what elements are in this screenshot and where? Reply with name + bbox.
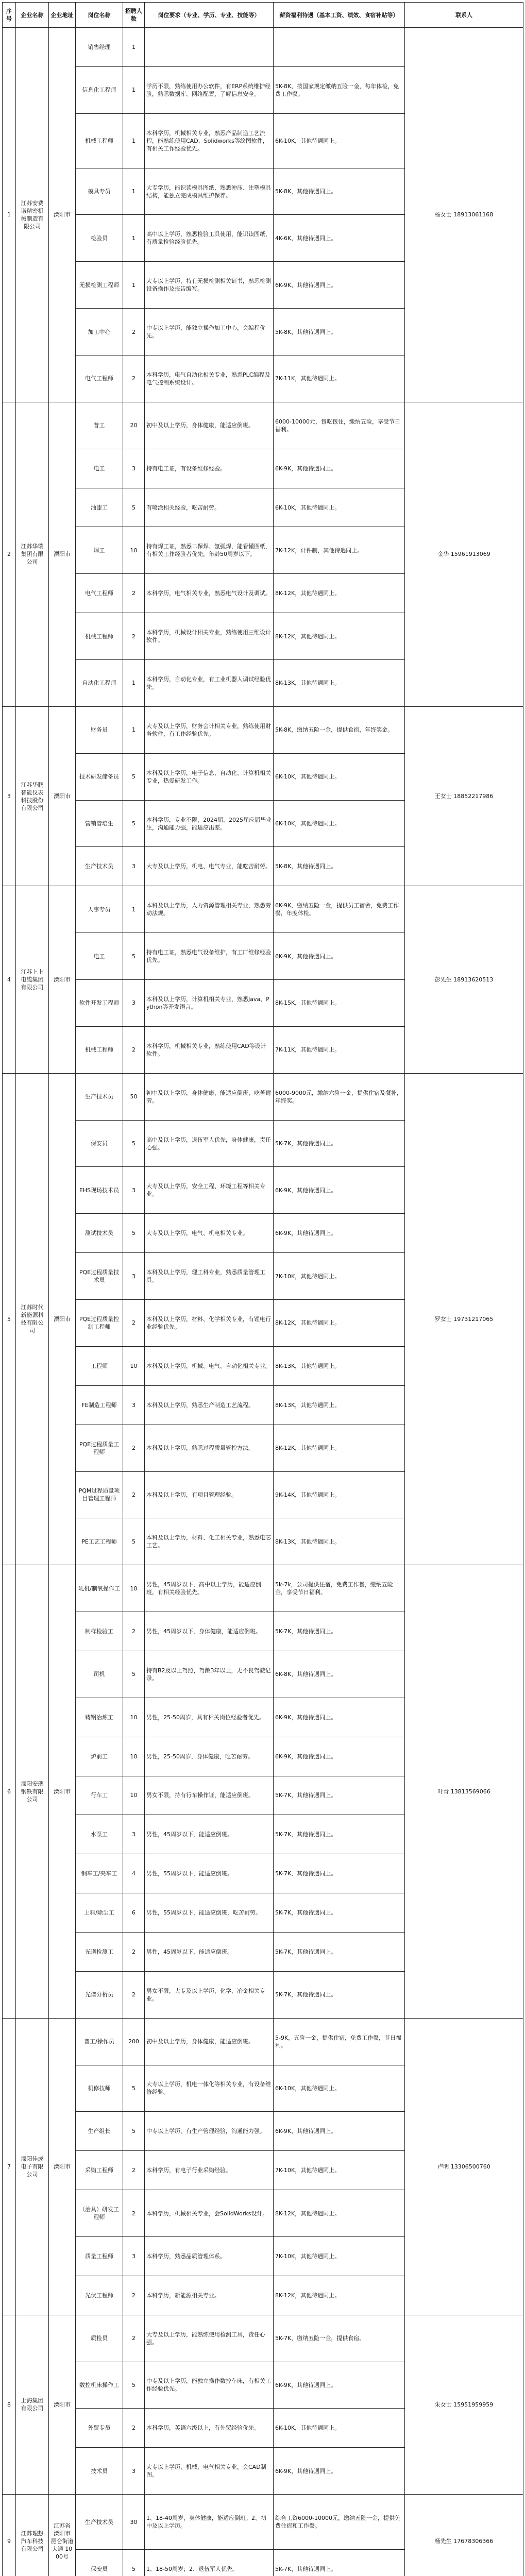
- job-title: 机械工程师: [76, 1026, 123, 1073]
- job-requirements: 男女不限，持有行车操作证，能适应倒班。: [145, 1776, 274, 1815]
- job-requirements: 高中以上学历，熟悉检验工具使用，能识读图纸，有质量检验经验优先。: [145, 215, 274, 262]
- job-count: 2: [123, 309, 145, 355]
- job-count: 5: [123, 753, 145, 800]
- job-requirements: 大专以上学历，机械、电气相关专业，会CAD制图。: [145, 2448, 274, 2495]
- job-pay: 6K-9K，其他待遇同上。: [274, 1698, 405, 1737]
- job-requirements: 中专及以上学历，能独立操作数控车床，有相关工作经验优先。: [145, 2362, 274, 2409]
- job-title: 营销管培生: [76, 800, 123, 847]
- job-requirements: 持有电工证，有设备维修经验。: [145, 449, 274, 488]
- table-row: [3, 2495, 523, 2550]
- job-requirements: 学历不限，熟练使用办公软件，有ERP系统维护经验，熟悉数据库、网络配置，了解信息安全。: [145, 66, 274, 113]
- job-pay: 6000-9000元，缴纳六险一金，提供住宿及餐补，年终奖。: [274, 1073, 405, 1120]
- job-count: 2: [123, 613, 145, 660]
- job-pay: 6K-9K，缴纳五险一金，提供员工宿舍，免费工作餐，年度体检。: [274, 886, 405, 933]
- job-requirements: 男性，55周岁以下，能适应倒班，吃苦耐劳。: [145, 1893, 274, 1933]
- job-count: 2: [123, 1971, 145, 2018]
- job-title: PE工艺工程师: [76, 1518, 123, 1565]
- job-requirements: 男性，25-50周岁，具有相关岗位经验者优先。: [145, 1698, 274, 1737]
- job-title: 信息化工程师: [76, 66, 123, 113]
- company-contact: 朱女士 15951959959: [405, 2315, 523, 2494]
- job-title: 人事专员: [76, 886, 123, 933]
- company-seq: 3: [3, 706, 16, 886]
- job-title: 普工: [76, 402, 123, 449]
- job-count: 2: [123, 2409, 145, 2448]
- job-requirements: 大专学历，能识读模具图纸，熟悉冲压、注塑模具结构，能独立完成模具维护保养。: [145, 168, 274, 215]
- job-pay: 6K-8K，其他待遇同上。: [274, 1651, 405, 1698]
- job-title: 销售经理: [76, 28, 123, 67]
- job-pay: 6K-9K，其他待遇同上。: [274, 1214, 405, 1253]
- job-count: 1: [123, 262, 145, 309]
- job-count: 2: [123, 1471, 145, 1518]
- table-body: [3, 28, 523, 2576]
- job-title: 电工: [76, 933, 123, 980]
- job-pay: 5K-8K，其他待遇同上。: [274, 847, 405, 886]
- job-title: 财务员: [76, 706, 123, 753]
- job-title: 软件开发工程师: [76, 980, 123, 1027]
- company-seq: 2: [3, 402, 16, 706]
- job-count: 2: [123, 2151, 145, 2190]
- header-requirements: 岗位要求（专业、学历、专业、技能等）: [145, 3, 274, 28]
- job-pay: 6K-10K，其他待遇同上。: [274, 113, 405, 168]
- job-count: 2: [123, 2315, 145, 2362]
- job-requirements: 本科及以上学历，有项目管理经验。: [145, 1471, 274, 1518]
- job-pay: 4K-6K，其他待遇同上。: [274, 215, 405, 262]
- job-requirements: 持有焊工证，熟悉二保焊、氩弧焊，能看懂图纸，有相关工作经验者优先，年龄50周岁以下。: [145, 527, 274, 574]
- job-title: 生产组长: [76, 2112, 123, 2151]
- job-count: 1: [123, 706, 145, 753]
- job-requirements: 本科及以上学历，机械、电气、自动化相关专业。: [145, 1346, 274, 1385]
- job-pay: 7K-11K，其他待遇同上。: [274, 1026, 405, 1073]
- job-title: 无损检测工程师: [76, 262, 123, 309]
- company-seq: 4: [3, 886, 16, 1073]
- company-address: 江苏省 溧阳市 昆仑街道 大通 1000号: [49, 2495, 76, 2576]
- job-count: 3: [123, 1167, 145, 1214]
- job-requirements: 大专及以上学历，电气、机电相关专业。: [145, 1214, 274, 1253]
- job-title: 质量工程师: [76, 2236, 123, 2276]
- job-count: 3: [123, 847, 145, 886]
- job-pay: 8K-12K，其他待遇同上。: [274, 613, 405, 660]
- job-requirements: 本科及以上学历，熟悉生产制造工艺流程。: [145, 1385, 274, 1425]
- job-pay: 7K-11K，其他待遇同上。: [274, 355, 405, 402]
- job-requirements: 本科学历，专业不限，2024届、2025届应届毕业生，沟通能力强，能适应出差。: [145, 800, 274, 847]
- job-title: 炉前工: [76, 1737, 123, 1776]
- job-pay: 6K-10K，其他待遇同上。: [274, 2065, 405, 2112]
- job-count: 2: [123, 1612, 145, 1651]
- job-title: PQM过程质量项目管理工程师: [76, 1471, 123, 1518]
- job-requirements: 大专以上学历，机电一体化等相关专业，有设备维修经验。: [145, 2065, 274, 2112]
- job-requirements: 本科及以上学历，人力资源管理相关专业，熟悉劳动法规。: [145, 886, 274, 933]
- job-pay: 6000-10000元，包吃包住，缴纳五险，享受节日福利。: [274, 402, 405, 449]
- table-row: [3, 28, 523, 67]
- job-pay: 6K-10K，其他待遇同上。: [274, 753, 405, 800]
- job-title: 机械工程师: [76, 613, 123, 660]
- job-pay: 5K-7K，其他待遇同上。: [274, 1120, 405, 1167]
- job-count: 2: [123, 355, 145, 402]
- job-title: 光伏工程师: [76, 2276, 123, 2315]
- job-pay: 6K-9K，其他待遇同上。: [274, 2362, 405, 2409]
- job-title: 行车工: [76, 1776, 123, 1815]
- job-requirements: 大专及以上学历，财务会计相关专业，熟练使用财务软件，有工作经验优先。: [145, 706, 274, 753]
- company-seq: 1: [3, 28, 16, 402]
- company-name: 上海集团 有限公司: [16, 2315, 49, 2494]
- job-requirements: 本科学历，新能源相关专业。: [145, 2276, 274, 2315]
- job-pay: 5K-7K，其他待遇同上。: [274, 1815, 405, 1854]
- job-count: 1: [123, 886, 145, 933]
- job-count: 3: [123, 1385, 145, 1425]
- job-title: 机械工程师: [76, 113, 123, 168]
- job-requirements: 中专以上学历，有生产管理经验，沟通能力强。: [145, 2112, 274, 2151]
- job-count: 10: [123, 1776, 145, 1815]
- job-pay: 7K-10K，其他待遇同上。: [274, 1253, 405, 1300]
- job-requirements: 本科学历，机械相关专业，熟悉产品制造工艺流程，能熟练使用CAD、Solidworks等绘图软件，有相关工作经验优先。: [145, 113, 274, 168]
- job-pay: 6K-9K，其他待遇同上。: [274, 2112, 405, 2151]
- company-name: 溧阳佳成 电子有限 公司: [16, 2018, 49, 2315]
- job-count: 10: [123, 1737, 145, 1776]
- job-title: 技术研发储备员: [76, 753, 123, 800]
- job-pay: 8K-13K，其他待遇同上。: [274, 1385, 405, 1425]
- job-requirements: 大专及以上学历，安全工程、环境工程等相关专业。: [145, 1167, 274, 1214]
- job-title: 电气工程师: [76, 355, 123, 402]
- job-requirements: 初中及以上学历，身体健康，能适应倒班。: [145, 402, 274, 449]
- job-count: 30: [123, 2495, 145, 2550]
- company-contact: 杨女士 18913061168: [405, 28, 523, 402]
- job-count: 3: [123, 2448, 145, 2495]
- job-title: 焊工: [76, 527, 123, 574]
- job-pay: 5K-7K，缴纳五险一金，提供食宿。: [274, 2315, 405, 2362]
- job-title: 工程师: [76, 1346, 123, 1385]
- job-pay: 5K-7K，其他待遇同上。: [274, 1971, 405, 2018]
- job-title: 测试技术员: [76, 1214, 123, 1253]
- job-pay: 7K-10K，其他待遇同上。: [274, 2151, 405, 2190]
- company-seq: 6: [3, 1565, 16, 2018]
- company-address: 溧阳市: [49, 402, 76, 706]
- job-requirements: 持有B2及以上驾照，驾龄3年以上，无不良驾驶记录。: [145, 1651, 274, 1698]
- job-title: 技术员: [76, 2448, 123, 2495]
- job-pay: 8K-15K，其他待遇同上。: [274, 980, 405, 1027]
- company-contact: 卢明 13306500760: [405, 2018, 523, 2315]
- job-pay: 5K-7K，其他待遇同上。: [274, 1854, 405, 1893]
- company-contact: 叶青 13813569066: [405, 1565, 523, 2018]
- job-title: 保安员: [76, 1120, 123, 1167]
- job-requirements: 初中及以上学历，身体健康，能适应倒班，吃苦耐劳。: [145, 1073, 274, 1120]
- job-title: 模具专员: [76, 168, 123, 215]
- job-requirements: 大专及以上学历，机电、电气专业，能吃苦耐劳。: [145, 847, 274, 886]
- job-title: 制样检验工: [76, 1612, 123, 1651]
- header-pay: 薪资福利待遇（基本工资、绩效、食宿补贴等）: [274, 3, 405, 28]
- job-title: 生产技术员: [76, 1073, 123, 1120]
- job-count: 6: [123, 1893, 145, 1933]
- job-requirements: 本科学历，自动化专业，有工业机器人调试经验优先。: [145, 660, 274, 707]
- job-count: 3: [123, 1253, 145, 1300]
- header-seq: 序号: [3, 3, 16, 28]
- job-requirements: [145, 28, 274, 67]
- table-row: [3, 2315, 523, 2362]
- job-pay: 5K-8K，缴纳五险一金，提供食宿，年终奖金。: [274, 706, 405, 753]
- job-requirements: 持有电工证，熟悉电气设备维护，有工厂维修经验优先。: [145, 933, 274, 980]
- job-count: 5: [123, 1214, 145, 1253]
- header-address: 企业地址: [49, 3, 76, 28]
- job-count: 10: [123, 1565, 145, 1612]
- job-title: 外贸专员: [76, 2409, 123, 2448]
- job-title: （治具）研发工程师: [76, 2190, 123, 2237]
- job-requirements: 男性，45周岁以下，能适应倒班。: [145, 1815, 274, 1854]
- company-name: 江苏安费 诺精密机 械制造有 限公司: [16, 28, 49, 402]
- job-title: 采购工程师: [76, 2151, 123, 2190]
- job-pay: 6K-9K，其他待遇同上。: [274, 2448, 405, 2495]
- job-count: 200: [123, 2018, 145, 2065]
- table-row: [3, 706, 523, 753]
- job-requirements: 本科学历，机械设计相关专业，熟练使用三维设计软件。: [145, 613, 274, 660]
- job-pay: 5K-7K，其他待遇同上。: [274, 1612, 405, 1651]
- job-title: 生产技术员: [76, 2495, 123, 2550]
- job-pay: 7K-12K，计件制，其他待遇同上。: [274, 527, 405, 574]
- company-contact: 王女士 18852217986: [405, 706, 523, 886]
- job-count: 1: [123, 660, 145, 707]
- job-pay: 5K-7K，其他待遇同上。: [274, 1932, 405, 1971]
- job-title: 钢车工/夹车工: [76, 1854, 123, 1893]
- job-title: 油漆工: [76, 488, 123, 527]
- job-pay: 8K-12K，其他待遇同上。: [274, 1425, 405, 1471]
- job-count: 2: [123, 1300, 145, 1347]
- job-title: 上料/除尘工: [76, 1893, 123, 1933]
- job-requirements: 本科及以上学历，材料、化学相关专业，有锂电行业经验优先。: [145, 1300, 274, 1347]
- job-count: 5: [123, 2112, 145, 2151]
- company-contact: 金华 15961913069: [405, 402, 523, 706]
- job-pay: 5K-8K，其他待遇同上。: [274, 309, 405, 355]
- job-title: 机修技师: [76, 2065, 123, 2112]
- job-pay: 8K-12K，其他待遇同上。: [274, 1300, 405, 1347]
- job-count: 2: [123, 1026, 145, 1073]
- table-row: [3, 402, 523, 449]
- job-count: 50: [123, 1073, 145, 1120]
- job-requirements: 高中及以上学历，退伍军人优先，身体健康，责任心强。: [145, 1120, 274, 1167]
- job-count: 1: [123, 168, 145, 215]
- company-seq: 9: [3, 2495, 16, 2576]
- company-seq: 5: [3, 1073, 16, 1565]
- job-requirements: 本科学历，有电子行业采购经验。: [145, 2151, 274, 2190]
- job-count: 20: [123, 402, 145, 449]
- company-address: 溧阳市: [49, 886, 76, 1073]
- company-contact: 杨先生 17678306366: [405, 2495, 523, 2576]
- job-count: 5: [123, 1651, 145, 1698]
- company-name: 溧阳安瑞 钢铁有限 公司: [16, 1565, 49, 2018]
- company-name: 江苏理想 汽车科技 有限公司: [16, 2495, 49, 2576]
- job-pay: 5K-7K，其他待遇同上。: [274, 1776, 405, 1815]
- job-requirements: 有喷涂相关经验，吃苦耐劳。: [145, 488, 274, 527]
- job-requirements: 男性，45周岁以下，身体健康，能适应倒班。: [145, 1612, 274, 1651]
- job-count: 10: [123, 527, 145, 574]
- job-pay: 5K-8K，按国家规定缴纳五险一金，每年体检，免费工作餐。: [274, 66, 405, 113]
- job-requirements: 本科学历，电气相关专业，熟悉电气设计及调试。: [145, 574, 274, 613]
- job-pay: 5K-7K，其他待遇同上。: [274, 2549, 405, 2576]
- header-contact: 联系人: [405, 3, 523, 28]
- job-pay: 6K-9K，其他待遇同上。: [274, 1167, 405, 1214]
- job-requirements: 男性，55周岁以下，能适应倒班。: [145, 1854, 274, 1893]
- job-count: 2: [123, 2190, 145, 2237]
- job-requirements: 本科学历，机械相关专业，会SolidWorks设计。: [145, 2190, 274, 2237]
- job-title: 生产技术员: [76, 847, 123, 886]
- company-contact: 罗女士 19731217065: [405, 1073, 523, 1565]
- job-title: 铸钢冶炼工: [76, 1698, 123, 1737]
- job-title: 电工: [76, 449, 123, 488]
- company-seq: 8: [3, 2315, 16, 2494]
- job-title: 光谱分析员: [76, 1971, 123, 2018]
- job-count: 5: [123, 488, 145, 527]
- job-pay: 8K-13K，其他待遇同上。: [274, 660, 405, 707]
- job-pay: 7K-10K，其他待遇同上。: [274, 2236, 405, 2276]
- job-count: 3: [123, 2236, 145, 2276]
- job-count: 2: [123, 1932, 145, 1971]
- job-pay: 8K-13K，其他待遇同上。: [274, 1346, 405, 1385]
- job-count: 2: [123, 1425, 145, 1471]
- header-count: 招聘人数: [123, 3, 145, 28]
- job-count: 5: [123, 1518, 145, 1565]
- job-count: 3: [123, 449, 145, 488]
- job-pay: 6K-9K，其他待遇同上。: [274, 933, 405, 980]
- job-count: 5: [123, 933, 145, 980]
- header-job-title: 岗位名称: [76, 3, 123, 28]
- job-requirements: 男性，45周岁以下，高中以上学历，能适应倒班，有相关经验优先。: [145, 1565, 274, 1612]
- job-title: 自动化工程师: [76, 660, 123, 707]
- job-pay: 5K-7K，其他待遇同上。: [274, 1893, 405, 1933]
- job-requirements: 初中及以上学历，身体健康，能适应倒班。: [145, 2018, 274, 2065]
- job-count: 3: [123, 980, 145, 1027]
- job-count: 2: [123, 574, 145, 613]
- job-requirements: 本科及以上学历，材料、化工相关专业，熟悉电芯工艺。: [145, 1518, 274, 1565]
- job-requirements: 本科及以上学历，理工科专业，熟悉质量管理工具。: [145, 1253, 274, 1300]
- job-requirements: 本科及以上学历，计算机相关专业，熟悉Java、Python等开发语言。: [145, 980, 274, 1027]
- job-title: 检验员: [76, 215, 123, 262]
- job-count: 4: [123, 1854, 145, 1893]
- table-row: [3, 2018, 523, 2065]
- job-count: 5: [123, 2549, 145, 2576]
- job-count: 1: [123, 215, 145, 262]
- job-requirements: 中专以上学历，能独立操作加工中心，会编程优先。: [145, 309, 274, 355]
- job-pay: 6K-10K，其他待遇同上。: [274, 488, 405, 527]
- job-pay: 6K-9K，其他待遇同上。: [274, 1737, 405, 1776]
- job-pay: 8K-13K，其他待遇同上。: [274, 1518, 405, 1565]
- job-requirements: 本科学历，电气自动化相关专业，熟悉PLC编程及电气控制系统设计。: [145, 355, 274, 402]
- job-pay: 5k-7k，公司提供住宿，免费工作餐，缴纳五险一金，享受节日福利。: [274, 1565, 405, 1612]
- job-requirements: 本科及以上学历，熟悉过程质量管控方法。: [145, 1425, 274, 1471]
- job-title: 水泵工: [76, 1815, 123, 1854]
- job-table: [2, 2, 523, 2576]
- job-count: 10: [123, 1346, 145, 1385]
- company-contact: 彭先生 18913620513: [405, 886, 523, 1073]
- job-requirements: 1、18-50周岁；2、退伍军人优先。: [145, 2549, 274, 2576]
- job-requirements: 大专以上学历，持有无损检测相关证书，熟悉检测设备操作及报告编写。: [145, 262, 274, 309]
- company-address: 溧阳市: [49, 1073, 76, 1565]
- job-title: 电气工程师: [76, 574, 123, 613]
- company-address: 溧阳市: [49, 28, 76, 402]
- job-title: EHS现场技术员: [76, 1167, 123, 1214]
- company-name: 江苏上上 电缆集团 有限公司: [16, 886, 49, 1073]
- table-row: [3, 1565, 523, 1612]
- job-title: 司机: [76, 1651, 123, 1698]
- header-company: 企业名称: [16, 3, 49, 28]
- job-count: 1: [123, 66, 145, 113]
- company-name: 江苏华鹏 智能仪表 科技股份 有限公司: [16, 706, 49, 886]
- job-pay: 8K-12K，其他待遇同上。: [274, 574, 405, 613]
- job-pay: 8K-12K，其他待遇同上。: [274, 2190, 405, 2237]
- job-requirements: 本科学历，英语六级以上，有外贸经验优先。: [145, 2409, 274, 2448]
- job-title: 数控机床操作工: [76, 2362, 123, 2409]
- company-address: 溧阳市: [49, 1565, 76, 2018]
- job-count: 5: [123, 2065, 145, 2112]
- job-title: FE制造工程师: [76, 1385, 123, 1425]
- job-count: 2: [123, 2276, 145, 2315]
- header-row: [3, 3, 523, 28]
- company-seq: 7: [3, 2018, 16, 2315]
- job-title: 加工中心: [76, 309, 123, 355]
- job-requirements: 本科及以上学历，电子信息、自动化、计算机相关专业，热爱研发工作。: [145, 753, 274, 800]
- job-title: 光谱检测工: [76, 1932, 123, 1971]
- table-row: [3, 886, 523, 933]
- job-pay: 6K-9K，其他待遇同上。: [274, 262, 405, 309]
- job-pay: 5-9K，五险一金，提供住宿，免费工作餐，节日福利。: [274, 2018, 405, 2065]
- job-pay: 综合工资6000-10000元，缴纳五险一金，提供免费住宿和工作餐。: [274, 2495, 405, 2550]
- job-requirements: 本科学历，机械相关专业，熟练使用CAD等设计软件。: [145, 1026, 274, 1073]
- job-pay: 6K-10K，其他待遇同上。: [274, 2409, 405, 2448]
- company-address: 溧阳市: [49, 2018, 76, 2315]
- job-title: 轧机/制氧操作工: [76, 1565, 123, 1612]
- job-pay: 8K-12K，其他待遇同上。: [274, 2276, 405, 2315]
- job-requirements: 本科学历，熟悉品质管理体系。: [145, 2236, 274, 2276]
- job-requirements: 男性，45周岁以下，能适应倒班。: [145, 1932, 274, 1971]
- job-pay: 6K-9K，其他待遇同上。: [274, 449, 405, 488]
- job-requirements: 大专及以上学历，能熟练使用检测工具，责任心强。: [145, 2315, 274, 2362]
- company-address: 溧阳市: [49, 706, 76, 886]
- job-pay: 6K-10K，其他待遇同上。: [274, 800, 405, 847]
- job-count: 1: [123, 113, 145, 168]
- job-title: 保安员: [76, 2549, 123, 2576]
- job-pay: 5K-8K，其他待遇同上。: [274, 168, 405, 215]
- job-title: 普工/操作员: [76, 2018, 123, 2065]
- job-count: 5: [123, 2362, 145, 2409]
- job-pay: 9K-14K，其他待遇同上。: [274, 1471, 405, 1518]
- job-requirements: 男女不限，大专及以上学历，化学、冶金相关专业。: [145, 1971, 274, 2018]
- job-count: 10: [123, 1698, 145, 1737]
- job-title: PQE过程质量控制工程师: [76, 1300, 123, 1347]
- job-requirements: 1、18-40周岁，身体健康，能适应倒班；2、初中及以上学历。: [145, 2495, 274, 2550]
- job-count: 5: [123, 800, 145, 847]
- job-title: PQE过程质量工程师: [76, 1425, 123, 1471]
- company-name: 江苏华瑞 集团有限 公司: [16, 402, 49, 706]
- company-address: 溧阳市: [49, 2315, 76, 2494]
- job-count: 5: [123, 1120, 145, 1167]
- job-title: 质检员: [76, 2315, 123, 2362]
- table-row: [3, 1073, 523, 1120]
- job-count: 3: [123, 1815, 145, 1854]
- job-title: PQE过程质量技术员: [76, 1253, 123, 1300]
- job-count: 1: [123, 28, 145, 67]
- job-pay: [274, 28, 405, 67]
- company-name: 江苏时代 新能源科 技有限公 司: [16, 1073, 49, 1565]
- job-requirements: 男性，25-50周岁，身体健康，吃苦耐劳。: [145, 1737, 274, 1776]
